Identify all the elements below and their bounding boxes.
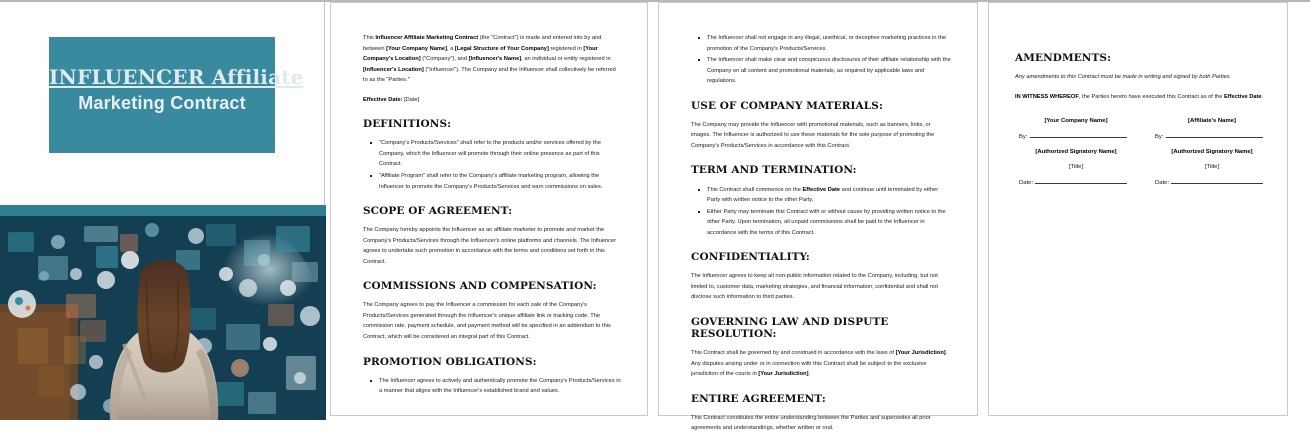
list-definitions (363, 138, 621, 192)
cover-title-line-2: Marketing Contract (78, 93, 246, 113)
heading-promotion-obligations: PROMOTION OBLIGATIONS: (363, 355, 537, 368)
paragraph-commissions-and-compensation: The Company agrees to pay the Influencer a commission for each sale of the Company's Products/Services generated through the Influencer's unique affiliate link or tracking code. The commission rate, payment schedule, and payment method will be specified in an addendum to this Contract, which will be considered an integral part of this Contract. (363, 302, 611, 341)
signature-authorized-name: [Authorized Signatory Name] (1171, 149, 1253, 156)
cover-title-band (49, 37, 304, 153)
signature-authorized-name: [Authorized Signatory Name] (1035, 149, 1117, 156)
signature-date-row[interactable] (1151, 180, 1273, 186)
paragraph-scope-of-agreement: The Company hereby appoints the Influencer as an affiliate marketer to promote and market the Company's Products/Services through the Influencer's online platforms and channels. The Influencer agrees to undertake such promotion in accordance with the terms and conditions set forth in this Contract. (363, 227, 617, 265)
signature-date-label: Date: (1019, 180, 1034, 187)
signature-by-line[interactable] (1030, 137, 1127, 138)
signature-party-name: [Affiliate's Name] (1188, 118, 1236, 125)
signature-by-row[interactable] (1151, 134, 1273, 140)
signature-by-label: By: (1155, 134, 1164, 141)
list-item: The Influencer shall make clear and conspicuous disclosures of their affiliate relationship with the Company on all content and promotional materials, as required by applicable laws and regulations. (707, 55, 951, 87)
paragraph-governing-law: This Contract shall be governed by and construed in accordance with the laws of [Your Jurisdiction]. Any disputes arising under or in connection with this Contract shall be subject to the exclusive jurisdiction of the courts in [Your Jurisdiction]. (691, 350, 948, 378)
signature-by-line[interactable] (1166, 137, 1263, 138)
heading-definitions: DEFINITIONS: (363, 118, 452, 131)
cover-photo-illustration (0, 216, 326, 420)
signature-date-row[interactable] (1015, 180, 1137, 186)
paragraph-parties: This Influencer Affiliate Marketing Contract (the "Contract") is made and entered into by and between [Your Company Name], a [Legal Structure of Your Company] registered in [Your Company's Location] ("Company"), and [Influencer's Name], an individual or entity registered in [Influencer's Location] ("Influencer"). The Company and the Influencer shall collectively be referred to as the "Parties." (363, 35, 616, 84)
list-item: Either Party may terminate this Contract with or without cause by providing written notice to the other Party. Upon termination, all unpaid commissions shall be paid to the Influencer in accordance with the terms of this Contract. (707, 207, 951, 239)
list-promotion-obligations (363, 376, 621, 397)
list-item: "Affiliate Program" shall refer to the Company's affiliate marketing program, allowing the Influencer to promote the Company's Products/Services and earn commissions on sales. (379, 171, 621, 192)
list-item: The Influencer shall not engage in any illegal, unethical, or deceptive marketing practices in the promotion of the Company's Products/Services. (707, 33, 951, 54)
paragraph-entire-agreement: This Contract constitutes the entire understanding between the Parties and supersedes all prior agreements and understandings, whether written or oral. (691, 414, 931, 432)
heading-governing-law-and-dispute-resolution: GOVERNING LAW AND DISPUTE RESOLUTION: (691, 315, 889, 340)
paragraph-confidentiality: The Influencer agrees to keep all non-public information related to the Company, including, but not limited to, customer data, marketing strategies, and financial information, confidential and shall not disclose such information to third parties. (691, 273, 938, 301)
cover-title-line-1 (49, 65, 304, 89)
paragraph-in-witness-whereof: IN WITNESS WHEREOF, the Parties hereto have executed this Contract as of the Effective Date. (1015, 93, 1264, 100)
heading-confidentiality: CONFIDENTIALITY: (691, 251, 810, 264)
page-2[interactable] (330, 2, 648, 416)
heading-scope-of-agreement: SCOPE OF AGREEMENT: (363, 205, 513, 218)
cover-title-wrap (49, 65, 304, 114)
cover-title-part-influencer: INFLUENCER (49, 65, 212, 89)
list-item: "Company's Products/Services" shall refer to the products and/or services offered by the Company, which the Influencer will promote through their online presence as part of this Contract. (379, 138, 621, 170)
signature-column-company (1015, 118, 1137, 195)
signature-block (1015, 118, 1273, 195)
cover-photo (0, 216, 326, 420)
signature-column-affiliate (1151, 118, 1273, 195)
signature-date-line[interactable] (1035, 183, 1127, 184)
heading-amendments: AMENDMENTS: (1015, 52, 1112, 64)
heading-entire-agreement: ENTIRE AGREEMENT: (691, 392, 826, 405)
signature-party-name: [Your Company Name] (1044, 118, 1108, 125)
list-item: The Influencer agrees to actively and authentically promote the Company's Products/Services in a manner that aligns with the Influencer's established brand and values. (379, 376, 621, 397)
page-4-content (989, 3, 1287, 415)
heading-commissions-and-compensation: COMMISSIONS AND COMPENSATION: (363, 280, 597, 293)
page-2-content (331, 3, 647, 415)
paragraph-effective-date: Effective Date: [Date] (363, 96, 420, 103)
page-cover[interactable] (0, 2, 325, 416)
signature-date-line[interactable] (1171, 183, 1263, 184)
list-item: This Contract shall commence on the Effective Date and continue until terminated by either Party with written notice to the other Party. (707, 185, 951, 206)
signature-by-label: By: (1019, 134, 1028, 141)
signature-date-label: Date: (1155, 180, 1170, 187)
signature-title: [Title] (1204, 164, 1220, 171)
page-3[interactable] (658, 2, 978, 432)
page-3-content (659, 3, 977, 432)
cover-photo-accent-strip (0, 205, 326, 216)
paragraph-amendments: Any amendments to this Contract must be made in writing and signed by both Parties. (1015, 74, 1232, 81)
heading-use-of-company-materials: USE OF COMPANY MATERIALS: (691, 99, 883, 112)
page-4[interactable] (988, 2, 1288, 416)
list-term-and-termination (691, 185, 951, 239)
list-promotion-obligations-continued (691, 33, 951, 87)
paragraph-use-of-company-materials: The Company may provide the Influencer with promotional materials, such as banners, links, or images. The Influencer is authorized to use these materials for the sole purpose of promoting the Company's Products/Services in accordance with this Contract. (691, 121, 935, 149)
cover-title-part-affiliate: Affiliate (211, 65, 304, 89)
heading-term-and-termination: TERM AND TERMINATION: (691, 164, 857, 177)
signature-title: [Title] (1068, 164, 1084, 171)
signature-by-row[interactable] (1015, 134, 1137, 140)
